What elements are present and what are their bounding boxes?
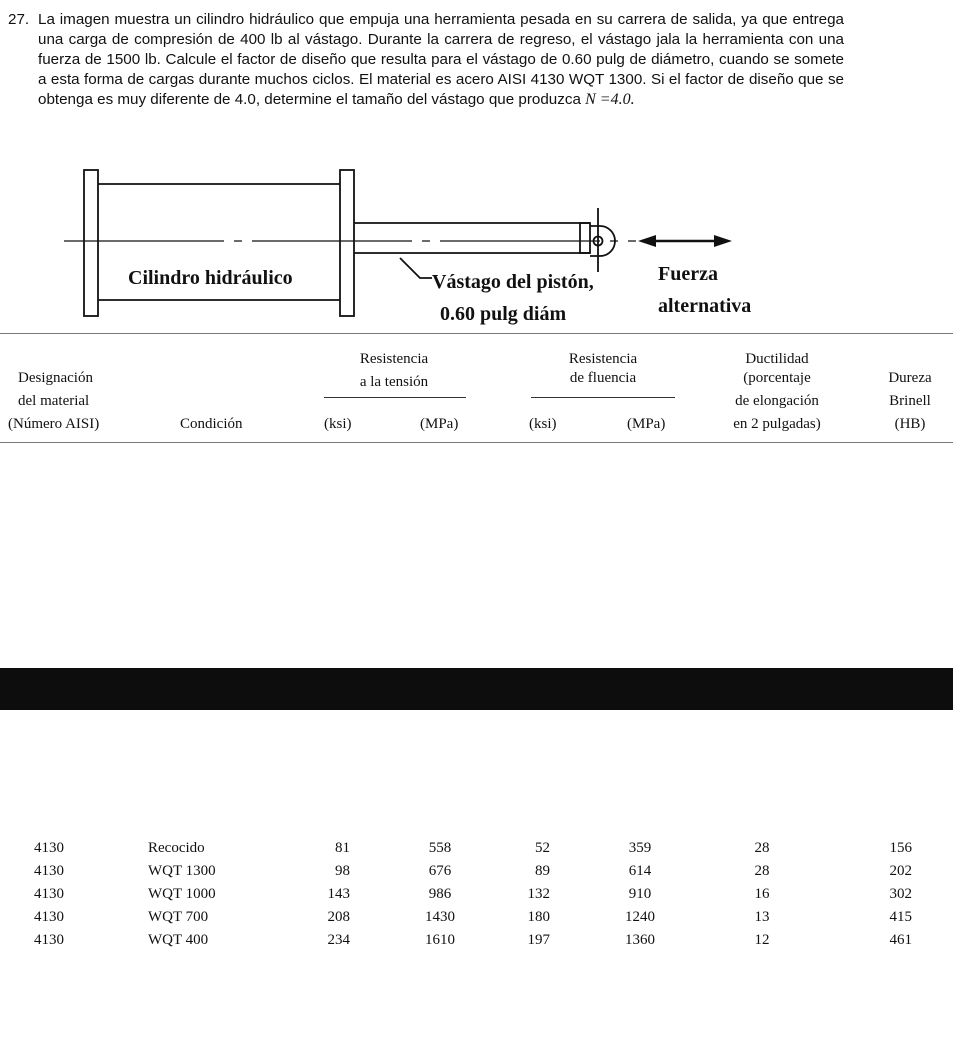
- cell-yield-ksi: 132: [527, 886, 550, 902]
- cell-tensile-ksi: 98: [335, 863, 350, 879]
- header-hardness-2: Brinell: [889, 393, 931, 409]
- rod-diameter-label: 0.60 pulg diám: [440, 303, 567, 325]
- header-ductility-2: (porcentaje: [743, 370, 811, 386]
- cell-tensile-mpa: 676: [428, 863, 452, 879]
- header-tensile-mpa: (MPa): [420, 416, 459, 432]
- table-row: [0, 837, 953, 860]
- cell-aisi: 4130: [34, 863, 64, 879]
- header-yield-mpa: (MPa): [627, 416, 666, 432]
- rod-label: Vástago del pistón,: [432, 271, 594, 293]
- cell-hardness: 156: [889, 840, 912, 856]
- black-band: [0, 668, 953, 710]
- cell-yield-mpa: 910: [628, 886, 652, 902]
- header-tensile-1: Resistencia: [359, 351, 429, 367]
- table-row: [0, 883, 953, 906]
- cell-ductility: 13: [754, 909, 770, 925]
- header-yield-1: Resistencia: [568, 351, 638, 367]
- cell-ductility: 16: [754, 886, 770, 902]
- cell-yield-ksi: 89: [535, 863, 550, 879]
- cell-yield-ksi: 197: [527, 932, 550, 948]
- header-tensile-2: a la tensión: [359, 374, 429, 390]
- cell-ductility: 12: [754, 932, 770, 948]
- cell-tensile-ksi: 208: [327, 909, 350, 925]
- left-end-plate: [84, 170, 98, 316]
- problem-body: [38, 10, 844, 110]
- cell-ductility: 28: [754, 863, 770, 879]
- cell-hardness: 415: [889, 909, 912, 925]
- table-row: [0, 929, 953, 952]
- cell-yield-ksi: 180: [527, 909, 550, 925]
- header-ductility-4: en 2 pulgadas): [733, 416, 821, 432]
- cell-hardness: 461: [889, 932, 912, 948]
- cell-ductility: 28: [754, 840, 770, 856]
- table-top-rule: [0, 333, 953, 334]
- cell-yield-mpa: 614: [628, 863, 652, 879]
- cell-yield-mpa: 1360: [625, 932, 655, 948]
- cell-tensile-mpa: 1430: [425, 909, 455, 925]
- header-designation-1: Designación: [18, 370, 93, 386]
- table-header-rule: [0, 442, 953, 443]
- cell-hardness: 202: [889, 863, 912, 879]
- header-hardness-1: Dureza: [888, 370, 932, 386]
- cell-tensile-mpa: 986: [428, 886, 452, 902]
- cell-condition: WQT 1000: [148, 886, 216, 902]
- header-designation-2: del material: [18, 393, 90, 409]
- cell-yield-mpa: 1240: [625, 909, 655, 925]
- cylinder-label: Cilindro hidráulico: [128, 267, 293, 289]
- design-factor-target: N =4.0.: [585, 91, 635, 109]
- table-row: [0, 860, 953, 883]
- cell-aisi: 4130: [34, 840, 64, 856]
- cell-aisi: 4130: [34, 886, 64, 902]
- cell-yield-ksi: 52: [535, 840, 550, 856]
- header-designation-3: (Número AISI): [8, 416, 100, 432]
- alternating-force-arrow: [638, 235, 732, 247]
- header-ductility-3: de elongación: [735, 393, 819, 409]
- cell-aisi: 4130: [34, 932, 64, 948]
- header-hardness-3: (HB): [894, 416, 926, 432]
- header-yield-2: de fluencia: [569, 370, 637, 386]
- force-label: Fuerza: [658, 263, 718, 285]
- table-row: [0, 906, 953, 929]
- force-label-alternating: alternativa: [658, 295, 752, 317]
- cell-tensile-ksi: 234: [327, 932, 350, 948]
- tensile-underline: [324, 397, 466, 398]
- header-ductility-1: Ductilidad: [745, 351, 809, 367]
- cell-tensile-ksi: 81: [335, 840, 350, 856]
- header-tensile-ksi: (ksi): [324, 416, 352, 432]
- yield-underline: [531, 397, 675, 398]
- problem-statement: [8, 10, 844, 110]
- cell-aisi: 4130: [34, 909, 64, 925]
- cell-condition: WQT 1300: [148, 863, 216, 879]
- cell-condition: WQT 700: [148, 909, 209, 925]
- cell-condition: Recocido: [148, 840, 205, 856]
- cell-hardness: 302: [889, 886, 912, 902]
- right-end-plate: [340, 170, 354, 316]
- problem-text: La imagen muestra un cilindro hidráulico que empuja una herramienta pesada en su carrera de salida, ya que entrega una carga de compresión de 400 lb al vástago. Durante la carrera de regreso, el vástago jala la herramienta con una fuerza de 1500 lb. Calcule el factor de diseño que resulta para el vástago de 0.60 pulg de diámetro, cuando se somete a esta forma de cargas durante muchos ciclos. El material es acero AISI 4130 WQT 1300. Si el factor de diseño que se obtenga es muy diferente de 4.0, determine el tamaño del vástago que produzca: [38, 11, 844, 109]
- cell-tensile-mpa: 1610: [425, 932, 455, 948]
- header-condition: Condición: [180, 416, 243, 432]
- cell-yield-mpa: 359: [628, 840, 652, 856]
- cell-tensile-ksi: 143: [327, 886, 350, 902]
- cell-condition: WQT 400: [148, 932, 209, 948]
- problem-number: 27.: [8, 11, 30, 28]
- cell-tensile-mpa: 558: [428, 840, 452, 856]
- table-body: [0, 837, 953, 952]
- header-yield-ksi: (ksi): [529, 416, 557, 432]
